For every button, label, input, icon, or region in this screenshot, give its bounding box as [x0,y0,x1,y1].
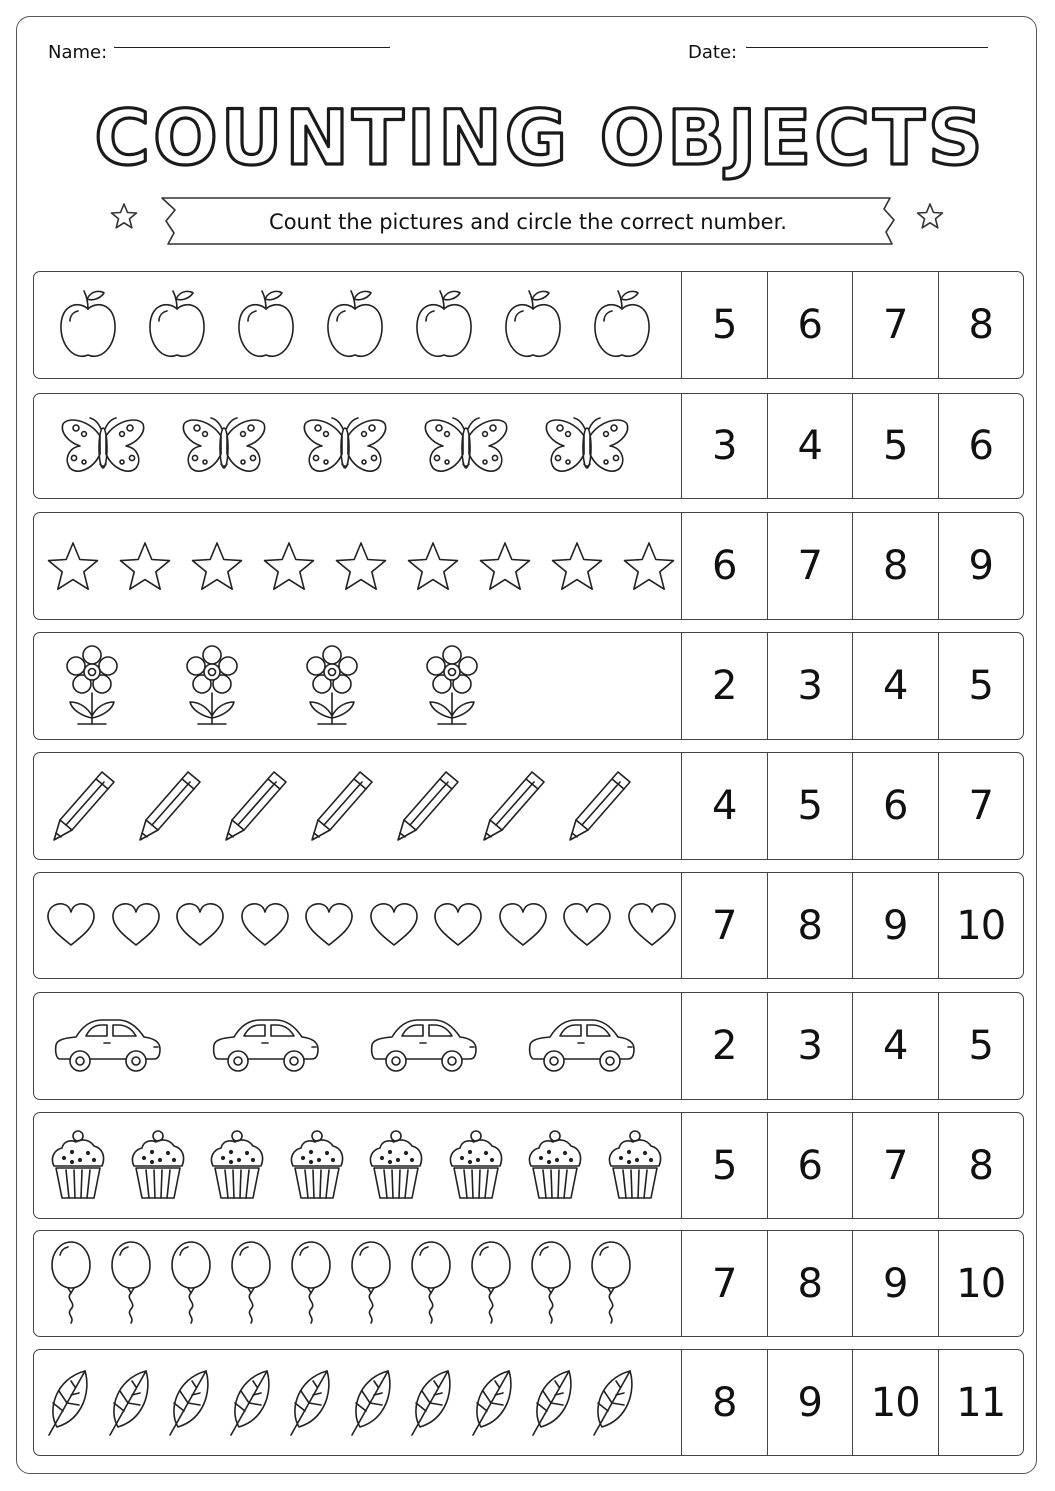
number-choice[interactable]: 11 [938,1350,1024,1455]
number-choice[interactable]: 10 [852,1350,938,1455]
instruction-banner [100,190,960,254]
pencil-icon [310,768,374,844]
pencil-icon [568,768,632,844]
number-choice[interactable]: 9 [852,873,938,978]
heart-icon [497,901,549,949]
number-choices [681,1350,1023,1455]
heart-icon [432,901,484,949]
balloon-icon [589,1241,633,1325]
date-line[interactable] [746,47,988,48]
number-choices [681,513,1023,619]
number-choice[interactable]: 5 [767,753,853,859]
heart-icon [626,901,678,949]
apple-icon [323,287,387,363]
leaf-icon [590,1367,636,1437]
number-choice[interactable]: 7 [938,753,1024,859]
counting-row [33,752,1024,860]
leaf-icon [227,1367,273,1437]
picture-area [34,394,681,498]
balloon-icon [109,1241,153,1325]
pencil-icon [224,768,288,844]
number-choice[interactable]: 9 [938,513,1024,619]
balloon-icon [229,1241,273,1325]
number-choice[interactable]: 8 [938,1113,1024,1218]
cupcake-icon [605,1128,665,1202]
number-choices [681,873,1023,978]
apple-icon [590,287,654,363]
car-icon [368,1015,480,1077]
number-choices [681,1231,1023,1336]
star-icon [622,540,676,592]
counting-row [33,1230,1024,1337]
cupcake-icon [366,1128,426,1202]
counting-row [33,271,1024,379]
leaf-icon [287,1367,333,1437]
number-choices [681,272,1023,378]
apple-icon [56,287,120,363]
leaf-icon [408,1367,454,1437]
number-choice[interactable]: 10 [938,873,1024,978]
apple-icon [145,287,209,363]
star-icon [190,540,244,592]
leaf-icon [45,1367,91,1437]
number-choices [681,1113,1023,1218]
counting-row [33,632,1024,740]
butterfly-icon [542,414,632,478]
cupcake-icon [525,1128,585,1202]
heart-icon [239,901,291,949]
star-icon [334,540,388,592]
number-choice[interactable]: 8 [767,873,853,978]
pencil-icon [482,768,546,844]
flower-icon [304,644,360,728]
number-choice[interactable]: 6 [681,513,767,619]
apple-icon [234,287,298,363]
apple-icon [412,287,476,363]
number-choices [681,993,1023,1099]
star-icon [46,540,100,592]
counting-row [33,872,1024,979]
pencil-icon [52,768,116,844]
balloon-icon [49,1241,93,1325]
heart-icon [174,901,226,949]
picture-area [34,753,681,859]
counting-row [33,1112,1024,1219]
number-choice[interactable]: 7 [681,1231,767,1336]
number-choices [681,394,1023,498]
pencil-icon [396,768,460,844]
number-choice[interactable]: 5 [681,272,767,378]
leaf-icon [469,1367,515,1437]
star-icon [118,540,172,592]
picture-area [34,993,681,1099]
apple-icon [501,287,565,363]
butterfly-icon [300,414,390,478]
number-choice[interactable]: 3 [767,633,853,739]
pencil-icon [138,768,202,844]
picture-area [34,633,681,739]
number-choice[interactable]: 9 [852,1231,938,1336]
number-choice[interactable]: 4 [852,993,938,1099]
number-choice[interactable]: 2 [681,633,767,739]
number-choice[interactable]: 3 [681,394,767,498]
picture-area [34,272,681,378]
number-choice[interactable]: 3 [767,993,853,1099]
balloon-icon [409,1241,453,1325]
balloon-icon [469,1241,513,1325]
page-title [0,88,1055,188]
right-star-icon [918,204,943,228]
number-choice[interactable]: 4 [767,394,853,498]
number-choice[interactable]: 9 [767,1350,853,1455]
heart-icon [110,901,162,949]
balloon-icon [169,1241,213,1325]
butterfly-icon [58,414,148,478]
car-icon [526,1015,638,1077]
butterfly-icon [179,414,269,478]
number-choice[interactable]: 2 [681,993,767,1099]
number-choice[interactable]: 5 [938,993,1024,1099]
cupcake-icon [446,1128,506,1202]
number-choice[interactable]: 10 [938,1231,1024,1336]
instruction-text: Count the pictures and circle the correct number. [269,210,787,234]
name-line[interactable] [114,47,390,48]
number-choice[interactable]: 5 [852,394,938,498]
number-choice[interactable]: 7 [681,873,767,978]
number-choice[interactable]: 4 [681,753,767,859]
number-choices [681,633,1023,739]
cupcake-icon [48,1128,108,1202]
heart-icon [368,901,420,949]
number-choice[interactable]: 6 [852,753,938,859]
leaf-icon [348,1367,394,1437]
cupcake-icon [207,1128,267,1202]
car-icon [52,1015,164,1077]
picture-area [34,1350,681,1455]
flower-icon [64,644,120,728]
balloon-icon [289,1241,333,1325]
cupcake-icon [287,1128,347,1202]
car-icon [210,1015,322,1077]
star-icon [262,540,316,592]
counting-row [33,992,1024,1100]
number-choice[interactable]: 7 [767,513,853,619]
balloon-icon [349,1241,393,1325]
cupcake-icon [128,1128,188,1202]
left-star-icon [112,204,137,228]
number-choice[interactable]: 8 [767,1231,853,1336]
number-choice[interactable]: 6 [767,1113,853,1218]
heart-icon [561,901,613,949]
number-choice[interactable]: 8 [938,272,1024,378]
number-choices [681,753,1023,859]
heart-icon [45,901,97,949]
page-title-text: COUNTING OBJECTS [94,93,986,182]
picture-area [34,513,681,619]
counting-row [33,393,1024,499]
star-icon [478,540,532,592]
picture-area [34,1113,681,1218]
flower-icon [424,644,480,728]
flower-icon [184,644,240,728]
number-choice[interactable]: 6 [767,272,853,378]
picture-area [34,1231,681,1336]
number-choice[interactable]: 8 [681,1350,767,1455]
number-choice[interactable]: 4 [852,633,938,739]
number-choice[interactable]: 7 [852,272,938,378]
number-choice[interactable]: 5 [938,633,1024,739]
counting-row [33,512,1024,620]
number-choice[interactable]: 6 [938,394,1024,498]
leaf-icon [106,1367,152,1437]
heart-icon [303,901,355,949]
leaf-icon [166,1367,212,1437]
counting-row [33,1349,1024,1456]
number-choice[interactable]: 5 [681,1113,767,1218]
star-icon [550,540,604,592]
picture-area [34,873,681,978]
balloon-icon [529,1241,573,1325]
star-icon [406,540,460,592]
leaf-icon [529,1367,575,1437]
butterfly-icon [421,414,511,478]
number-choice[interactable]: 7 [852,1113,938,1218]
number-choice[interactable]: 8 [852,513,938,619]
name-label: Name: [48,42,108,63]
date-label: Date: [688,42,738,63]
